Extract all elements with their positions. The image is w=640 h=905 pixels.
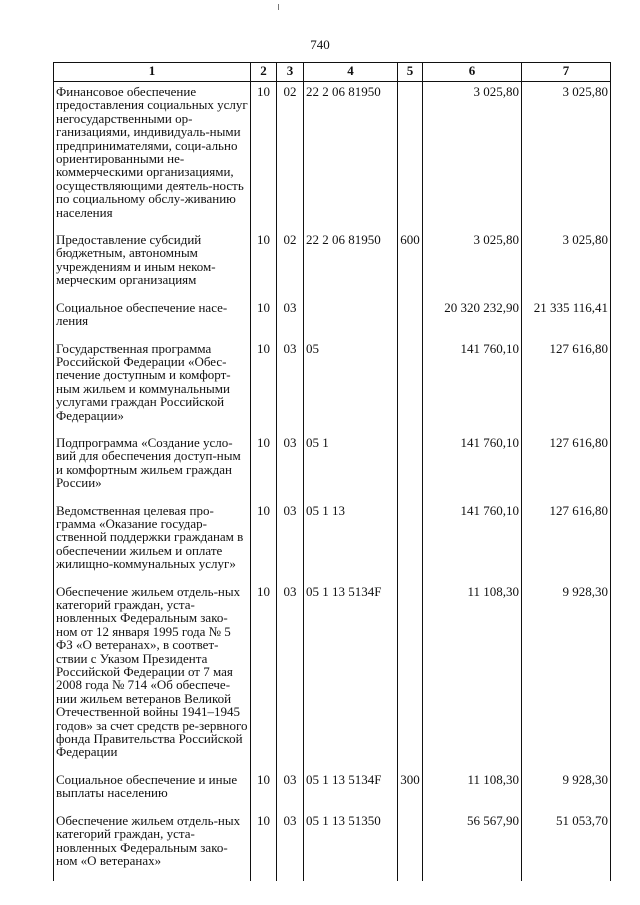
col-header-name: 1 [54,63,251,82]
row-target-article: 22 2 06 81950 [304,233,398,301]
table-row [54,342,611,436]
row-name: Ведомственная целевая про-грамма «Оказание государ-ственной поддержки гражданам в обеспечении жильем и оплате жилищно-коммунальных услуг» [54,504,251,585]
row-expense-type [398,814,423,882]
row-name: Социальное обеспечение и иные выплаты населению [54,773,251,814]
row-target-article [304,301,398,342]
col-header-expense-type: 5 [398,63,423,82]
row-amount-2: 127 616,80 [522,342,611,436]
row-amount-2: 21 335 116,41 [522,301,611,342]
row-section: 10 [251,82,277,234]
row-expense-type [398,585,423,773]
col-header-amount-1: 6 [423,63,522,82]
col-header-amount-2: 7 [522,63,611,82]
row-amount-2: 3 025,80 [522,233,611,301]
row-amount-2: 127 616,80 [522,436,611,504]
row-amount-1: 141 760,10 [423,342,522,436]
row-expense-type [398,342,423,436]
col-header-section: 2 [251,63,277,82]
row-target-article: 05 1 [304,436,398,504]
table-row [54,585,611,773]
row-name: Финансовое обеспечение предоставления социальных услуг негосударственными ор-ганизациями, индивидуаль-ными предпринимателями, соци-ально ориентированными не-коммерческими организациями, осуществляющими деятель-ность по социальному обслу-живанию населения [54,82,251,234]
row-section: 10 [251,342,277,436]
table-row [54,233,611,301]
row-section: 10 [251,814,277,882]
row-target-article: 22 2 06 81950 [304,82,398,234]
row-amount-1: 11 108,30 [423,585,522,773]
row-section: 10 [251,436,277,504]
row-subsection: 03 [277,814,304,882]
row-amount-2: 51 053,70 [522,814,611,882]
row-amount-1: 11 108,30 [423,773,522,814]
row-subsection: 03 [277,436,304,504]
row-name: Обеспечение жильем отдель-ных категорий граждан, уста-новленных Федеральным зако-ном «О ветеранах» [54,814,251,882]
table-row [54,82,611,234]
row-expense-type [398,436,423,504]
row-amount-1: 141 760,10 [423,504,522,585]
row-subsection: 02 [277,82,304,234]
row-expense-type [398,301,423,342]
row-amount-2: 9 928,30 [522,773,611,814]
page-number: 740 [310,37,330,52]
row-section: 10 [251,301,277,342]
table-row [54,301,611,342]
row-amount-1: 20 320 232,90 [423,301,522,342]
scan-mark-top [278,4,279,10]
row-expense-type: 600 [398,233,423,301]
row-expense-type [398,504,423,585]
row-subsection: 03 [277,504,304,585]
table-row [54,504,611,585]
row-subsection: 02 [277,233,304,301]
row-section: 10 [251,233,277,301]
row-name: Социальное обеспечение насе-ления [54,301,251,342]
row-amount-1: 3 025,80 [423,82,522,234]
row-amount-1: 141 760,10 [423,436,522,504]
row-amount-2: 127 616,80 [522,504,611,585]
row-amount-2: 9 928,30 [522,585,611,773]
row-subsection: 03 [277,773,304,814]
row-expense-type: 300 [398,773,423,814]
row-section: 10 [251,504,277,585]
budget-table [53,62,611,881]
row-subsection: 03 [277,342,304,436]
row-target-article: 05 1 13 5134F [304,773,398,814]
row-subsection: 03 [277,301,304,342]
col-header-target-article: 4 [304,63,398,82]
header-row [54,63,611,82]
row-amount-2: 3 025,80 [522,82,611,234]
row-amount-1: 56 567,90 [423,814,522,882]
table-row [54,436,611,504]
row-target-article: 05 [304,342,398,436]
row-name: Подпрограмма «Создание усло-вий для обеспечения доступ-ным и комфортным жильем граждан России» [54,436,251,504]
row-subsection: 03 [277,585,304,773]
row-section: 10 [251,773,277,814]
row-target-article: 05 1 13 5134F [304,585,398,773]
row-amount-1: 3 025,80 [423,233,522,301]
col-header-subsection: 3 [277,63,304,82]
table-row [54,814,611,882]
row-name: Предоставление субсидий бюджетным, автономным учреждениям и иным неком-мерческим организациям [54,233,251,301]
row-section: 10 [251,585,277,773]
row-target-article: 05 1 13 51350 [304,814,398,882]
table-row [54,773,611,814]
row-name: Государственная программа Российской Федерации «Обес-печение доступным и комфорт-ным жильем и коммунальными услугами граждан Российской Федерации» [54,342,251,436]
row-expense-type [398,82,423,234]
row-name: Обеспечение жильем отдель-ных категорий граждан, уста-новленных Федеральным зако-ном от 12 января 1995 года № 5 ФЗ «О ветеранах», в соответ-ствии с Указом Президента Российской Федерации от 7 мая 2008 года № 714 «Об обеспече-нии жильем ветеранов Великой Отечественной войны 1941–1945 годов» за счет средств ре-зервного фонда Правительства Российской Федерации [54,585,251,773]
row-target-article: 05 1 13 [304,504,398,585]
